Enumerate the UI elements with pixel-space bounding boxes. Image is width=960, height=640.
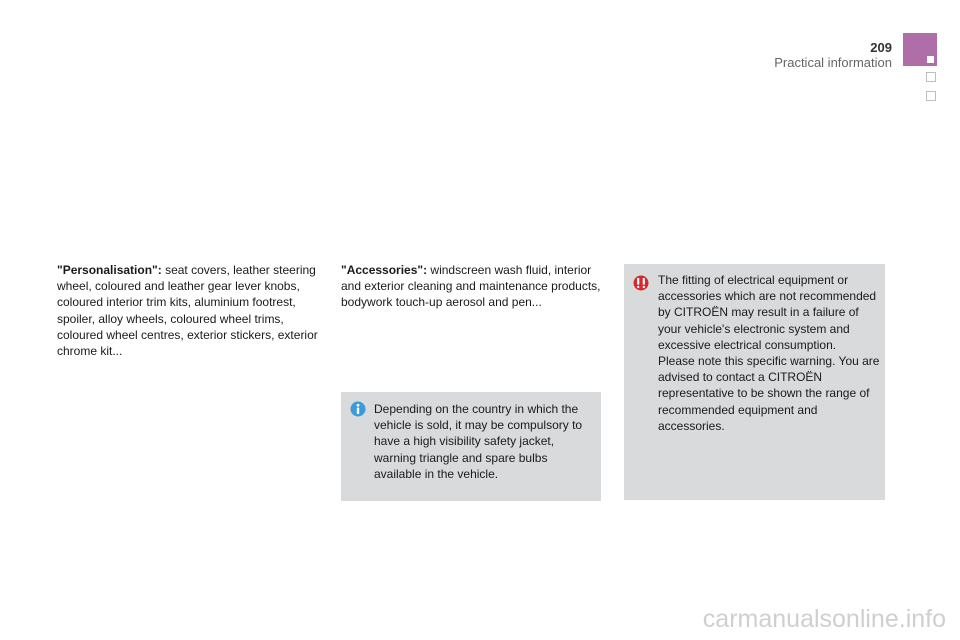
section-title: Practical information	[774, 55, 892, 70]
watermark: carmanualsonline.info	[702, 605, 946, 633]
warning-icon	[633, 275, 649, 291]
personalisation-label: "Personalisation":	[57, 263, 162, 277]
accessories-text: windscreen wash fluid, interior and exterior cleaning and maintenance products, bodywork touch-up aerosol and pen...	[341, 263, 601, 310]
section-tab-2[interactable]	[926, 72, 936, 82]
warning-box	[624, 264, 885, 500]
page-number: 209	[870, 40, 892, 55]
accessories-label: "Accessories":	[341, 263, 428, 277]
warning-paragraph-1: The fitting of electrical equipment or accessories which are not recommended by CITROËN may result in a failure of your vehicle's electronic system and excessive electrical consumption.	[658, 273, 877, 352]
personalisation-text: seat covers, leather steering wheel, coloured and leather gear lever knobs, coloured interior trim kits, aluminium footrest, spoiler, alloy wheels, coloured wheel trims, coloured wheel centres, exterior stickers, exterior chrome kit...	[57, 263, 318, 359]
tab-marker-icon	[927, 56, 934, 63]
info-box	[341, 392, 601, 501]
section-tab-3[interactable]	[926, 91, 936, 101]
info-text: Depending on the country in which the vehicle is sold, it may be compulsory to have a high visibility safety jacket, warning triangle and spare bulbs available in the vehicle.	[374, 402, 583, 481]
accessories-paragraph	[341, 262, 603, 311]
section-tab-active[interactable]	[903, 33, 937, 66]
warning-text	[658, 272, 882, 434]
warning-paragraph-2: Please note this specific warning. You are advised to contact a CITROËN representative to be shown the range of recommended equipment and accessories.	[658, 354, 880, 433]
personalisation-paragraph	[57, 262, 319, 359]
info-icon	[350, 401, 366, 417]
